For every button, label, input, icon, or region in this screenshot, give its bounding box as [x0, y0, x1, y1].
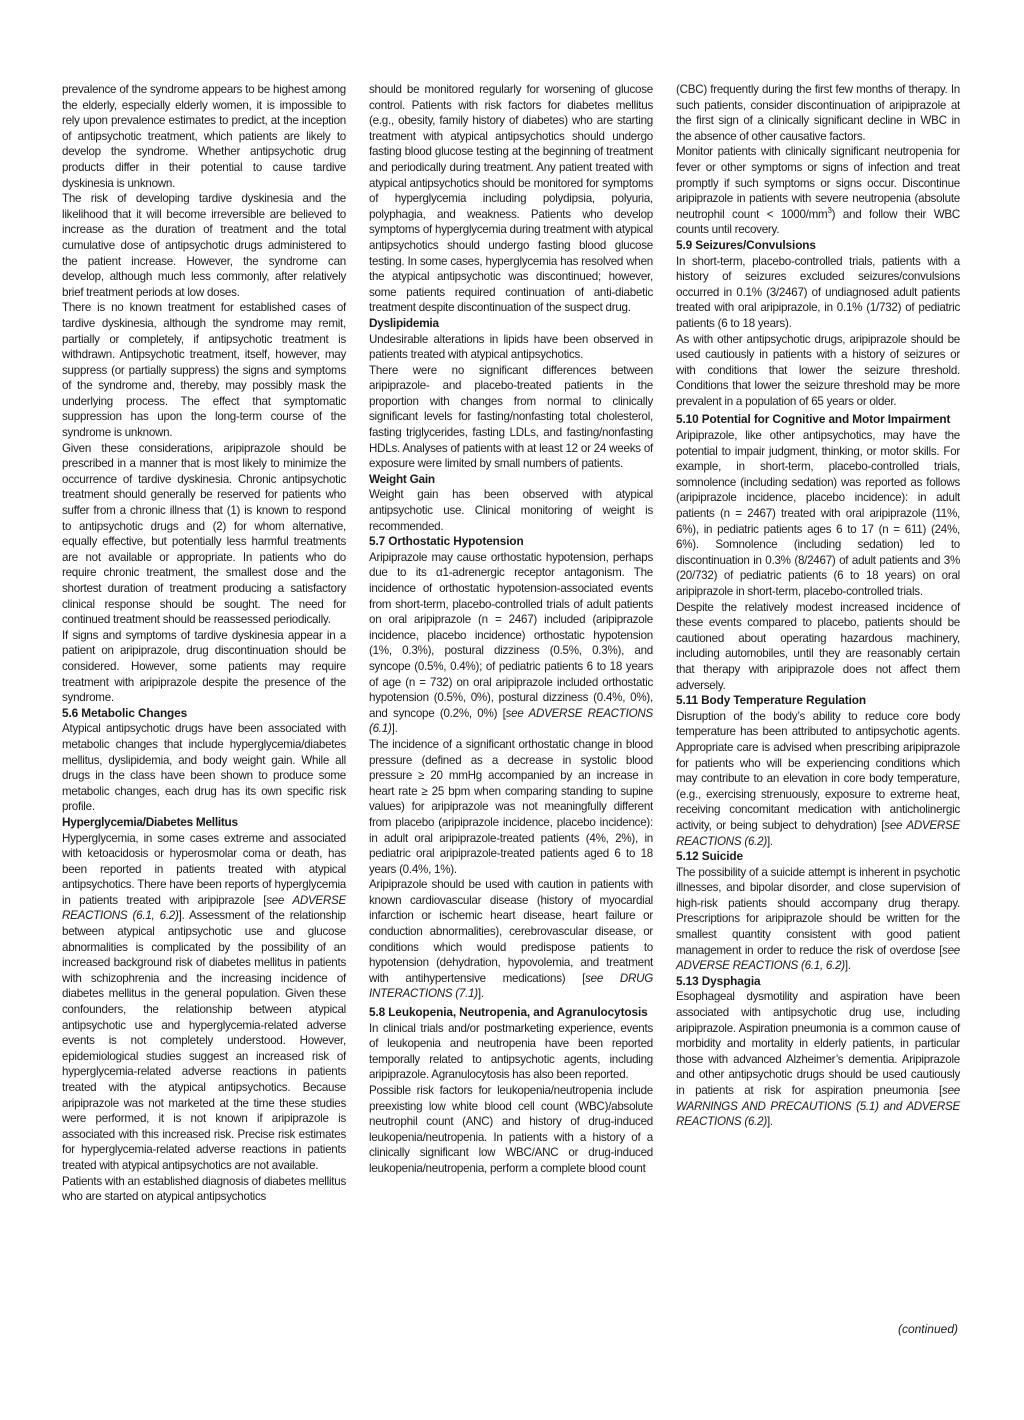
paragraph: Disruption of the body’s ability to reduce core body temperature has been attributed to antipsychotic agents. Appropriate care is advised when prescribing aripiprazole for patients who will be experiencing conditions which may contribute to an elevation in core body temperature, (e.g., exercising strenuously, exposure to extreme heat, receiving concomitant medication with anticholinergic activity, or being subject to dehydration) [see ADVERSE REACTIONS (6.2)].	[676, 709, 960, 848]
paragraph: should be monitored regularly for worsening of glucose control. Patients with risk factors for diabetes mellitus (e.g., obesity, family history of diabetes) who are starting treatment with atypical antipsychotics should undergo fasting blood glucose testing at the beginning of treatment and periodically during treatment. Any patient treated with atypical antipsychotics should be monitored for symptoms of hyperglycemia including polydipsia, polyuria, polyphagia, and weakness. Patients who develop symptoms of hyperglycemia during treatment with atypical antipsychotics should undergo fasting blood glucose testing. In some cases, hyperglycemia has resolved when the atypical antipsychotic was discontinued; however, some patients required continuation of anti-diabetic treatment despite discontinuation of the suspect drug.	[369, 83, 653, 315]
paragraph: In short-term, placebo-controlled trials, patients with a history of seizures excluded seizures/convulsions occurred in 0.1% (3/2467) of undiagnosed adult patients treated with oral aripiprazole, in 0.1% (1/732) of pediatric patients (6 to 18 years).	[676, 254, 960, 330]
paragraph: Patients with an established diagnosis of diabetes mellitus who are started on atypical antipsychotics	[62, 1174, 346, 1204]
section-heading-5-9: 5.9 Seizures/Convulsions	[676, 237, 816, 252]
paragraph: There is no known treatment for established cases of tardive dyskinesia, although the syndrome may remit, partially or completely, if antipsychotic treatment is withdrawn. Antipsychotic treatment, itself, however, may suppress (or partially suppress) the signs and symptoms of the syndrome and, thereby, may possibly mask the underlying process. The effect that symptomatic suppression has upon the long-term course of the syndrome is unknown.	[62, 301, 346, 440]
superscript: 3	[827, 205, 832, 215]
cross-reference: see ADVERSE REACTIONS (6.2)	[676, 818, 960, 848]
column-3	[676, 82, 960, 1205]
paragraph: As with other antipsychotic drugs, aripiprazole should be used cautiously in patients with a history of seizures or with conditions that lower the seizure threshold. Conditions that lower the seizure threshold may be more prevalent in a population of 65 years or older.	[676, 332, 960, 408]
cross-reference: see WARNINGS AND PRECAUTIONS (5.1) and ADVERSE REACTIONS (6.2)	[676, 1084, 960, 1129]
paragraph: Undesirable alterations in lipids have been observed in patients treated with atypical antipsychotics.	[369, 332, 653, 362]
paragraph: There were no significant differences between aripiprazole- and placebo-treated patients in the proportion with changes from normal to clinically significant levels for fasting/nonfasting total cholesterol, fasting triglycerides, fasting LDLs, and fasting/nonfasting HDLs. Analyses of patients with at least 12 or 24 weeks of exposure were limited by small numbers of patients.	[369, 363, 653, 471]
cross-reference: see ADVERSE REACTIONS (6.1)	[369, 706, 653, 736]
continued-label: (continued)	[897, 1322, 958, 1336]
cross-reference: see ADVERSE REACTIONS (6.1, 6.2)	[676, 943, 960, 973]
subheading-hyperglycemia: Hyperglycemia/Diabetes Mellitus	[62, 814, 238, 829]
paragraph: Despite the relatively modest increased incidence of these events compared to placebo, patients should be cautioned about operating hazardous machinery, including automobiles, until they are reasonably certain that therapy with aripiprazole does not affect them adversely.	[676, 600, 960, 692]
paragraph: Atypical antipsychotic drugs have been associated with metabolic changes that include hyperglycemia/diabetes mellitus, dyslipidemia, and body weight gain. While all drugs in the class have been shown to produce some metabolic changes, each drug has its own specific risk profile.	[62, 722, 346, 814]
section-heading-5-7: 5.7 Orthostatic Hypotension	[369, 534, 524, 549]
paragraph: Given these considerations, aripiprazole should be prescribed in a manner that is most likely to minimize the occurrence of tardive dyskinesia. Chronic antipsychotic treatment should generally be reserved for patients who suffer from a chronic illness that (1) is known to respond to antipsychotic drugs and (2) for whom alternative, equally effective, but potentially less harmful treatments are not available or appropriate. In patients who do require chronic treatment, the smallest dose and the shortest duration of treatment producing a satisfactory clinical response should be sought. The need for continued treatment should be reassessed periodically.	[62, 441, 346, 627]
paragraph: Aripiprazole should be used with caution in patients with known cardiovascular disease (history of myocardial infarction or ischemic heart disease, heart failure or conduction abnormalities), cerebrovascular disease, or conditions which would predispose patients to hypotension (dehydration, hypovolemia, and treatment with antihypertensive medications) [see DRUG INTERACTIONS (7.1)].	[369, 878, 653, 1001]
cross-reference: see ADVERSE REACTIONS (6.1, 6.2)	[62, 893, 346, 923]
paragraph: Possible risk factors for leukopenia/neutropenia include preexisting low white blood cell count (WBC)/absolute neutrophil count (ANC) and history of drug-induced leukopenia/neutropenia. In patients with a history of a clinically significant low WBC/ANC or drug-induced leukopenia/neutropenia, perform a complete blood count	[369, 1084, 653, 1175]
section-heading-5-10: 5.10 Potential for Cognitive and Motor Impairment	[676, 412, 951, 427]
paragraph: Aripiprazole, like other antipsychotics, may have the potential to impair judgment, thinking, or motor skills. For example, in short-term, placebo-controlled trials, somnolence (including sedation) was reported as follows (aripiprazole incidence, placebo incidence): in adult patients (n = 2467) treated with oral aripiprazole (11%, 6%), in pediatric patients ages 6 to 17 (n = 611) (24%, 6%). Somnolence (including sedation) led to discontinuation in 0.3% (8/2467) of adult patients and 3% (20/732) of pediatric patients (6 to 18 years) on oral aripiprazole in short-term, placebo-controlled trials.	[676, 429, 960, 598]
column-2	[369, 82, 653, 1205]
section-heading-5-8: 5.8 Leukopenia, Neutropenia, and Agranulocytosis	[369, 1005, 648, 1020]
paragraph: The incidence of a significant orthostatic change in blood pressure (defined as a decrease in systolic blood pressure ≥ 20 mmHg accompanied by an increase in heart rate ≥ 25 bpm when comparing standing to supine values) for aripiprazole was not meaningfully different from placebo (aripiprazole incidence, placebo incidence): in adult oral aripiprazole-treated patients (4%, 2%), in pediatric oral aripiprazole-treated patients aged 6 to 18 years (0.4%, 1%).	[369, 737, 653, 876]
paragraph: prevalence of the syndrome appears to be highest among the elderly, especially elderly women, it is impossible to rely upon prevalence estimates to predict, at the inception of antipsychotic treatment, which patients are likely to develop the syndrome. Whether antipsychotic drug products differ in their potential to cause tardive dyskinesia is unknown.	[62, 83, 346, 190]
paragraph: The risk of developing tardive dyskinesia and the likelihood that it will become irreversible are believed to increase as the duration of treatment and the total cumulative dose of antipsychotic drugs administered to the patient increase. However, the syndrome can develop, although much less commonly, after relatively brief treatment periods at low doses.	[62, 192, 346, 299]
subheading-weight-gain: Weight Gain	[369, 471, 435, 486]
cross-reference: see DRUG INTERACTIONS (7.1)	[369, 971, 653, 1001]
subheading-dyslipidemia: Dyslipidemia	[369, 315, 439, 330]
paragraph: In clinical trials and/or postmarketing experience, events of leukopenia and neutropenia have been reported temporally related to antipsychotic agents, including aripiprazole. Agranulocytosis has also been reported.	[369, 1021, 653, 1082]
paragraph: Hyperglycemia, in some cases extreme and associated with ketoacidosis or hyperosmolar coma or death, has been reported in patients treated with atypical antipsychotics. There have been reports of hyperglycemia in patients treated with aripiprazole [see ADVERSE REACTIONS (6.1, 6.2)]. Assessment of the relationship between atypical antipsychotic use and glucose abnormalities is complicated by the possibility of an increased background risk of diabetes mellitus in patients with schizophrenia and the increasing incidence of diabetes mellitus in the general population. Given these confounders, the relationship between atypical antipsychotic use and hyperglycemia-related adverse events is not completely understood. However, epidemiological studies suggest an increased risk of hyperglycemia-related adverse reactions in patients treated with the atypical antipsychotics. Because aripiprazole was not marketed at the time these studies were performed, it is not known if aripiprazole is associated with this increased risk. Precise risk estimates for hyperglycemia-related adverse reactions in patients treated with atypical antipsychotics are not available.	[62, 831, 346, 1172]
section-heading-5-12: 5.12 Suicide	[676, 849, 743, 864]
column-1	[62, 82, 346, 1205]
paragraph: Monitor patients with clinically significant neutropenia for fever or other symptoms or signs of infection and treat promptly if such symptoms or signs occur. Discontinue aripiprazole in patients with severe neutropenia (absolute neutrophil count < $1000/mm^3$) and follow their WBC counts until recovery.	[676, 145, 960, 237]
section-heading-5-6: 5.6 Metabolic Changes	[62, 705, 188, 720]
section-heading-5-11: 5.11 Body Temperature Regulation	[676, 693, 866, 708]
paragraph: Esophageal dysmotility and aspiration have been associated with antipsychotic drug use, including aripiprazole. Aspiration pneumonia is a common cause of morbidity and mortality in elderly patients, in particular those with advanced Alzheimer’s dementia. Aripiprazole and other antipsychotic drugs should be used cautiously in patients at risk for aspiration pneumonia [see WARNINGS AND PRECAUTIONS (5.1) and ADVERSE REACTIONS (6.2)].	[676, 990, 960, 1129]
paragraph: Weight gain has been observed with atypical antipsychotic use. Clinical monitoring of weight is recommended.	[369, 488, 653, 533]
paragraph: Aripiprazole may cause orthostatic hypotension, perhaps due to its α1-adrenergic receptor antagonism. The incidence of orthostatic hypotension-associated events from short-term, placebo-controlled trials of adult patients on oral aripiprazole (n = 2467) included (aripiprazole incidence, placebo incidence) orthostatic hypotension (1%, 0.3%), postural dizziness (0.5%, 0.3%), and syncope (0.5%, 0.4%); of pediatric patients 6 to 18 years of age (n = 732) on oral aripiprazole included orthostatic hypotension (0.5%, 0%), postural dizziness (0.4%, 0%), and syncope (0.2%, 0%) [see ADVERSE REACTIONS (6.1)].	[369, 550, 653, 736]
page-body	[62, 82, 960, 1205]
paragraph: The possibility of a suicide attempt is inherent in psychotic illnesses, and bipolar disorder, and close supervision of high-risk patients should accompany drug therapy. Prescriptions for aripiprazole should be written for the smallest quantity consistent with good patient management in order to reduce the risk of overdose [see ADVERSE REACTIONS (6.1, 6.2)].	[676, 865, 960, 973]
paragraph: If signs and symptoms of tardive dyskinesia appear in a patient on aripiprazole, drug discontinuation should be considered. However, some patients may require treatment with aripiprazole despite the presence of the syndrome.	[62, 628, 346, 705]
section-heading-5-13: 5.13 Dysphagia	[676, 973, 761, 988]
paragraph: (CBC) frequently during the first few months of therapy. In such patients, consider discontinuation of aripiprazole at the first sign of a clinically significant decline in WBC in the absence of other causative factors.	[676, 83, 960, 143]
